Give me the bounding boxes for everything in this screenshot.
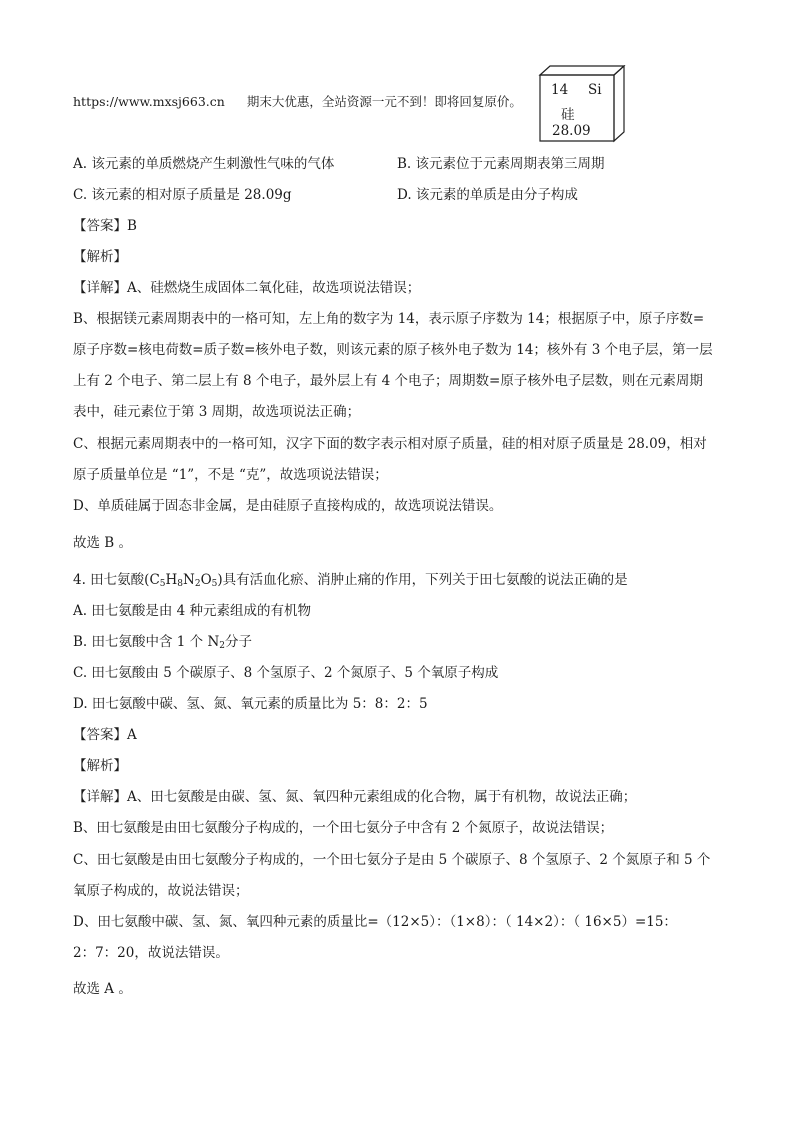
element-atomic-number: 14: [551, 82, 569, 98]
q3-detail-line: 【详解】A、硅燃烧生成固体二氧化硅，故选项说法错误；: [73, 280, 421, 296]
q3-analysis-heading: 【解析】: [73, 249, 127, 265]
periodic-table-cell: [536, 65, 626, 143]
q4-option-a: A. 田七氨酸是由 4 种元素组成的有机物: [73, 603, 312, 619]
element-symbol: Si: [588, 82, 602, 98]
q4-detail-line: B、田七氨酸是由田七氨酸分子构成的，一个田七氨分子中含有 2 个氮原子，故说法错误；: [73, 820, 614, 836]
q3-detail-line: C、根据元素周期表中的一格可知，汉字下面的数字表示相对原子质量，硅的相对原子质量是 28.09，相对: [73, 436, 707, 452]
header-promo-text: 期末大优惠，全站资源一元不到！即将回复原价。: [246, 94, 522, 109]
q4-detail-line: 氧原子构成的，故说法错误；: [73, 883, 249, 899]
element-atomic-mass: 28.09: [552, 123, 591, 139]
element-name: 硅: [561, 107, 575, 123]
q4-stem-n: N: [183, 572, 195, 588]
q4-sub-h: 8: [177, 579, 184, 589]
q4-stem-prefix: 4. 田七氨酸(C: [73, 572, 160, 588]
q4-analysis-heading: 【解析】: [73, 758, 127, 774]
q4-sub-o: 5: [211, 579, 218, 589]
q3-option-d: D. 该元素的单质是由分子构成: [397, 187, 578, 203]
q3-answer: 【答案】B: [73, 218, 137, 234]
page-header: [73, 92, 543, 110]
q4-sub-c: 5: [159, 579, 166, 589]
q3-option-b: B. 该元素位于元素周期表第三周期: [397, 156, 605, 172]
q4-option-c: C. 田七氨酸由 5 个碳原子、8 个氢原子、2 个氮原子、5 个氧原子构成: [73, 665, 499, 681]
q3-option-a: A. 该元素的单质燃烧产生刺激性气味的气体: [73, 156, 335, 172]
q4-option-b-suffix: 分子: [225, 634, 253, 650]
q3-detail-line: 上有 2 个电子、第二层上有 8 个电子，最外层上有 4 个电子；周期数=原子核外电子层数，则在元素周期: [73, 373, 703, 389]
q4-detail-line: D、田七氨酸中碳、氢、氮、氧四种元素的质量比=（12×5）：（1×8）：（ 14×2）：（ 16×5）=15：: [73, 914, 677, 930]
q3-detail-line: D、单质硅属于固态非金属，是由硅原子直接构成的，故选项说法错误。: [73, 498, 503, 514]
q4-detail-line: 2：7：20，故说法错误。: [73, 945, 229, 961]
q4-sub-n: 2: [194, 579, 201, 589]
q4-option-b: [73, 630, 252, 651]
header-url-link[interactable]: https://www.mxsj663.cn: [73, 94, 225, 109]
q4-detail-line: C、田七氨酸是由田七氨酸分子构成的，一个田七氨分子是由 5 个碳原子、8 个氢原子、2 个氮原子和 5 个: [73, 852, 711, 868]
q3-detail-line: 原子序数=核电荷数=质子数=核外电子数，则该元素的原子核外电子数为 14；核外有 3 个电子层，第一层: [73, 342, 713, 358]
q4-detail-line: 【详解】A、田七氨酸是由碳、氢、氮、氧四种元素组成的化合物，属于有机物，故说法正确；: [73, 789, 637, 805]
q3-option-c: C. 该元素的相对原子质量是 28.09g: [73, 187, 292, 203]
q3-conclusion: 故选 B 。: [73, 535, 133, 551]
q4-answer: 【答案】A: [73, 727, 137, 743]
q4-stem-suffix: )具有活血化瘀、消肿止痛的作用，下列关于田七氨酸的说法正确的是: [217, 572, 628, 588]
q4-option-d: D. 田七氨酸中碳、氢、氮、氧元素的质量比为 5：8：2：5: [73, 696, 428, 712]
q4-option-b-sub: 2: [219, 641, 226, 651]
q3-detail-line: B、根据镁元素周期表中的一格可知，左上角的数字为 14，表示原子序数为 14；根据原子中，原子序数=: [73, 311, 705, 327]
q4-option-b-prefix: B. 田七氨酸中含 1 个 N: [73, 634, 220, 650]
q4-stem-h: H: [165, 572, 178, 588]
q3-detail-line: 原子质量单位是 “1”，不是 “克”，故选项说法错误；: [73, 467, 388, 483]
q4-stem-o: O: [200, 572, 212, 588]
q3-detail-line: 表中，硅元素位于第 3 周期，故选项说法正确；: [73, 404, 361, 420]
q4-conclusion: 故选 A 。: [73, 981, 132, 997]
q4-stem: [73, 568, 628, 589]
